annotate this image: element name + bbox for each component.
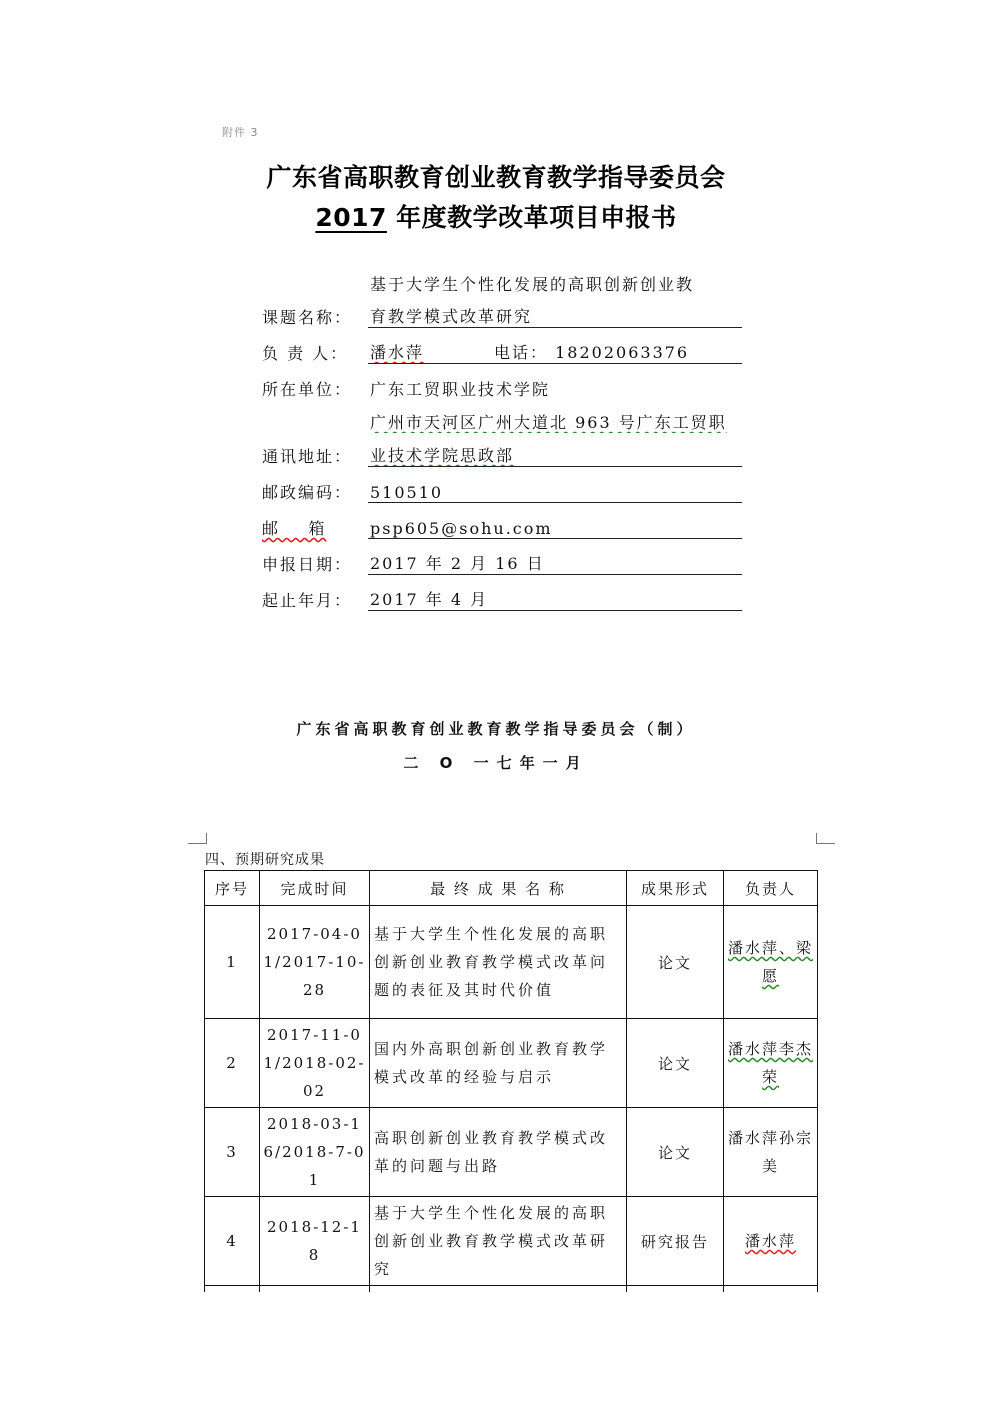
- form-row-project-2: [262, 295, 742, 328]
- document-title-line-2: [0, 198, 992, 234]
- row-owner: [724, 1019, 818, 1108]
- expected-results-table: [204, 870, 818, 1292]
- row-owner: [724, 1197, 818, 1286]
- header-form: 成果形式: [627, 871, 724, 906]
- row-owner: [724, 1108, 818, 1197]
- project-name-label: 课题名称：: [262, 308, 353, 327]
- form-row-address-2: [262, 433, 742, 467]
- title-year: 2017: [315, 203, 387, 232]
- address-value-1: [368, 410, 742, 433]
- unit-value: 广东工贸职业技术学院: [370, 380, 551, 399]
- row-name: 基于大学生个性化发展的高职创新创业教育教学模式改革研究: [370, 1197, 627, 1286]
- table-row: [205, 1197, 818, 1286]
- leader-value: 潘水萍: [370, 343, 425, 362]
- row-owner-text: 潘水萍李杰荣: [727, 1040, 813, 1086]
- row-form: 研究报告: [627, 1197, 724, 1286]
- form-row-postcode: [262, 467, 742, 503]
- section-title: 四、预期研究成果: [205, 852, 325, 868]
- row-time: 2018-12-18: [260, 1197, 370, 1286]
- email-label: [262, 516, 368, 539]
- period-value: 2017 年 4 月: [368, 587, 742, 611]
- unit-label: 所在单位：: [262, 380, 353, 399]
- date-label: 申报日期：: [262, 555, 353, 574]
- row-form: 论文: [627, 906, 724, 1019]
- row-form: 论文: [627, 1019, 724, 1108]
- phone-value: 18202063376: [555, 343, 690, 362]
- header-no: 序号: [205, 871, 260, 906]
- header-time: 完成时间: [260, 871, 370, 906]
- crop-mark-left: [188, 833, 207, 844]
- row-owner-text: 潘水萍孙宗美: [727, 1129, 813, 1175]
- row-no: 1: [205, 906, 260, 1019]
- postcode-value: 510510: [368, 483, 742, 503]
- leader-label: 负 责 人：: [262, 344, 349, 363]
- table-header-row: [205, 871, 818, 906]
- table-row: [205, 1019, 818, 1108]
- header-name: 最 终 成 果 名 称: [370, 871, 627, 906]
- address-label: 通讯地址：: [262, 447, 353, 466]
- leader-field: [368, 340, 742, 364]
- form-row-address-1: [262, 400, 742, 433]
- address-value-2: [368, 443, 742, 467]
- row-time: 2018-03-16/2018-7-01: [260, 1108, 370, 1197]
- row-owner-text: 潘水萍: [744, 1232, 796, 1250]
- date-value: 2017 年 2 月 16 日: [368, 551, 742, 575]
- document-title-line-1: 广东省高职教育创业教育教学指导委员会: [266, 163, 726, 192]
- issuing-organization: 广东省高职教育创业教育教学指导委员会（制）: [296, 720, 696, 738]
- row-no: 3: [205, 1108, 260, 1197]
- project-name-value-2: 育教学模式改革研究: [368, 304, 742, 328]
- title-line-2-text: 年度教学改革项目申报书: [386, 203, 677, 232]
- row-name: 基于大学生个性化发展的高职创新创业教育教学模式改革问题的表征及其时代价值: [370, 906, 627, 1019]
- row-name: 国内外高职创新创业教育教学模式改革的经验与启示: [370, 1019, 627, 1108]
- form-row-period: [262, 575, 742, 611]
- email-label-text: 邮 箱: [262, 519, 327, 538]
- row-name: 高职创新创业教育教学模式改革的问题与出路: [370, 1108, 627, 1197]
- form-row-email: [262, 503, 742, 539]
- row-time: 2017-04-01/2017-10-28: [260, 906, 370, 1019]
- form-row-date: [262, 539, 742, 575]
- crop-mark-right: [816, 833, 835, 844]
- row-form: 论文: [627, 1108, 724, 1197]
- phone-label: 电话：: [494, 343, 549, 362]
- row-owner-text: 潘水萍、梁愿: [727, 939, 813, 985]
- row-no: 4: [205, 1197, 260, 1286]
- address-line-1-text: 广州市天河区广州大道北 963 号广东工贸职: [370, 413, 727, 432]
- period-label: 起止年月：: [262, 591, 353, 610]
- issue-date: 二 O 一七年一月: [403, 754, 589, 772]
- form-row-leader: [262, 328, 742, 364]
- address-line-2-text: 业技术学院思政部: [370, 446, 515, 465]
- header-owner: 负责人: [724, 871, 818, 906]
- email-value: psp605@sohu.com: [368, 519, 742, 539]
- postcode-label: 邮政编码：: [262, 483, 353, 502]
- table-row: [205, 1108, 818, 1197]
- table-row: [205, 906, 818, 1019]
- row-no: 2: [205, 1019, 260, 1108]
- row-time: 2017-11-01/2018-02-02: [260, 1019, 370, 1108]
- project-name-value-1: 基于大学生个性化发展的高职创新创业教: [370, 275, 695, 294]
- attachment-mark: 附件 3: [222, 126, 259, 139]
- application-form: [262, 262, 742, 611]
- row-owner: [724, 906, 818, 1019]
- form-row-project-1: [262, 262, 742, 295]
- table-row-cut-off: [205, 1286, 818, 1293]
- form-row-unit: [262, 364, 742, 400]
